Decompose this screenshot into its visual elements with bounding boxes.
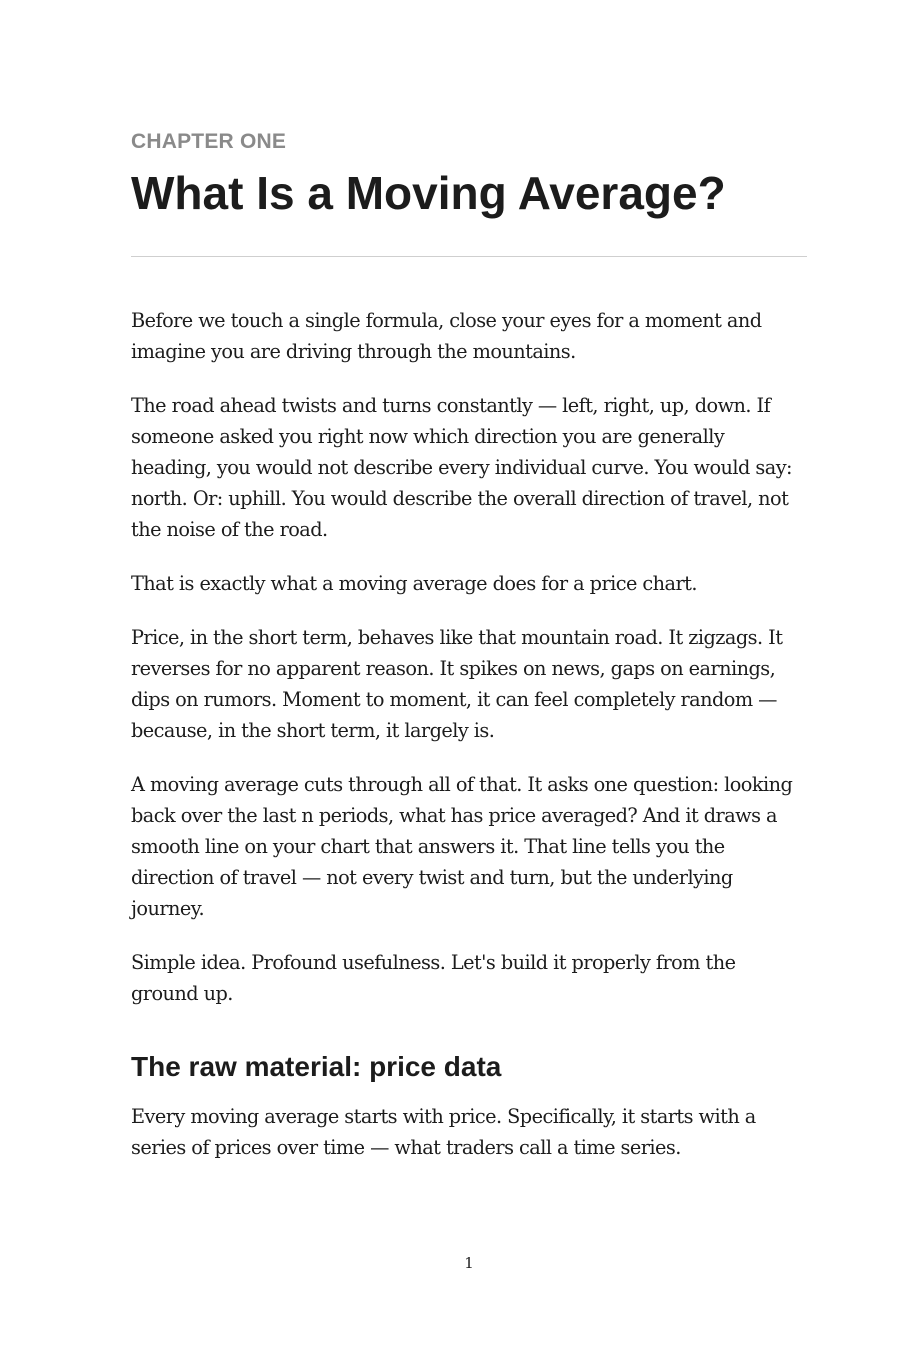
- chapter-title: What Is a Moving Average?: [131, 167, 726, 219]
- chapter-label: CHAPTER ONE: [131, 130, 287, 153]
- chapter-body: [131, 305, 807, 1186]
- paragraph: Simple idea. Profound usefulness. Let's build it properly from the ground up.: [131, 951, 736, 1005]
- page-number: 1: [464, 1254, 474, 1272]
- paragraph: A moving average cuts through all of that. It asks one question: looking back over the last n periods, what has price averaged? And it draws a smooth line on your chart that answers it. That line tells you the direction of travel — not every twist and turn, but the underlying journey.: [131, 773, 793, 920]
- paragraph: Before we touch a single formula, close your eyes for a moment and imagine you are driving through the mountains.: [131, 309, 762, 363]
- paragraph: Every moving average starts with price. Specifically, it starts with a series of prices over time — what traders call a time series.: [131, 1105, 756, 1159]
- paragraph: Price, in the short term, behaves like that mountain road. It zigzags. It reverses for no apparent reason. It spikes on news, gaps on earnings, dips on rumors. Moment to moment, it can feel completely random — because, in the short term, it largely is.: [131, 626, 783, 742]
- title-divider: [131, 256, 807, 257]
- section-heading: The raw material: price data: [131, 1051, 502, 1082]
- paragraph: The road ahead twists and turns constantly — left, right, up, down. If someone asked you right now which direction you are generally heading, you would not describe every individual curve. You would say: north. Or: uphill. You would describe the overall direction of travel, not the noise of the road.: [131, 394, 792, 541]
- paragraph: That is exactly what a moving average does for a price chart.: [131, 572, 697, 595]
